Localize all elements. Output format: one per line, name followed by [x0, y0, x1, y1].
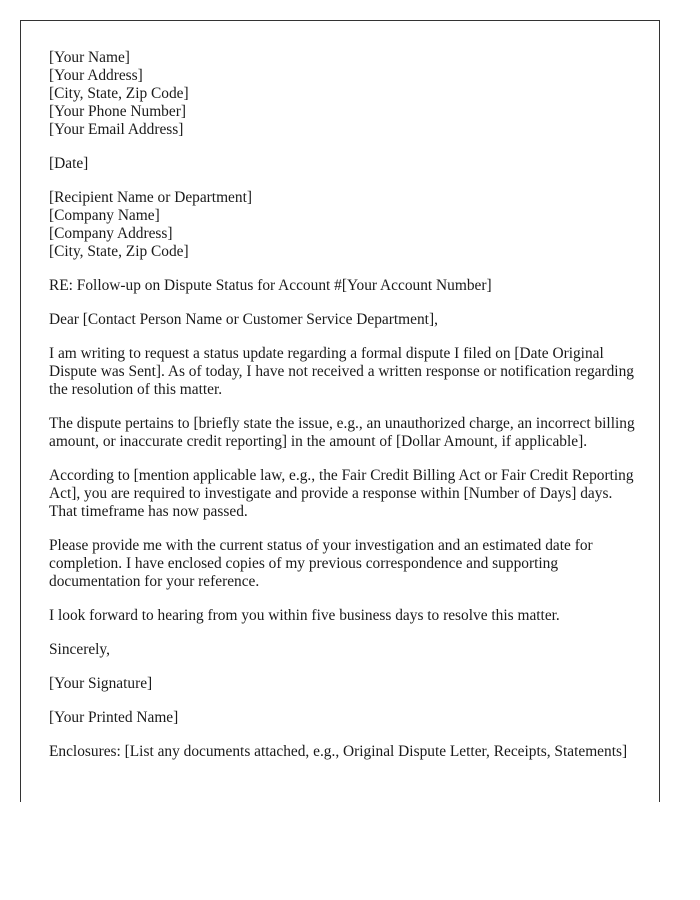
- recipient-block: [49, 189, 639, 261]
- letter-date: [Date]: [49, 155, 89, 172]
- recipient-company: [Company Name]: [49, 207, 160, 224]
- recipient-city-state-zip: [City, State, Zip Code]: [49, 243, 189, 260]
- letter-body: [49, 49, 639, 777]
- paragraph-follow-up: I look forward to hearing from you within five business days to resolve this matter.: [49, 607, 560, 624]
- sender-name: [Your Name]: [49, 49, 130, 66]
- signature: [Your Signature]: [49, 675, 153, 692]
- salutation: Dear [Contact Person Name or Customer Service Department],: [49, 311, 438, 328]
- letter-page: [20, 20, 660, 802]
- sender-email: [Your Email Address]: [49, 121, 184, 138]
- sender-address: [Your Address]: [49, 67, 143, 84]
- paragraph-legal-basis: According to [mention applicable law, e.g., the Fair Credit Billing Act or Fair Credit Reporting Act], you are required to investigate and provide a response within [Number of Days] days. That timeframe has now passed.: [49, 467, 634, 520]
- sender-city-state-zip: [City, State, Zip Code]: [49, 85, 189, 102]
- paragraph-request-update: Please provide me with the current status of your investigation and an estimated date for completion. I have enclosed copies of my previous correspondence and supporting documentation for your reference.: [49, 537, 593, 590]
- subject-line: RE: Follow-up on Dispute Status for Account #[Your Account Number]: [49, 277, 492, 294]
- printed-name: [Your Printed Name]: [49, 709, 179, 726]
- recipient-address: [Company Address]: [49, 225, 173, 242]
- sender-phone: [Your Phone Number]: [49, 103, 186, 120]
- paragraph-status-request: I am writing to request a status update regarding a formal dispute I filed on [Date Original Dispute was Sent]. As of today, I have not received a written response or notification regarding the resolution of this matter.: [49, 345, 634, 398]
- recipient-name: [Recipient Name or Department]: [49, 189, 252, 206]
- closing: Sincerely,: [49, 641, 110, 658]
- enclosures: Enclosures: [List any documents attached, e.g., Original Dispute Letter, Receipts, Statements]: [49, 743, 628, 760]
- sender-block: [49, 49, 639, 139]
- paragraph-dispute-details: The dispute pertains to [briefly state the issue, e.g., an unauthorized charge, an incorrect billing amount, or inaccurate credit reporting] in the amount of [Dollar Amount, if applicable].: [49, 415, 635, 450]
